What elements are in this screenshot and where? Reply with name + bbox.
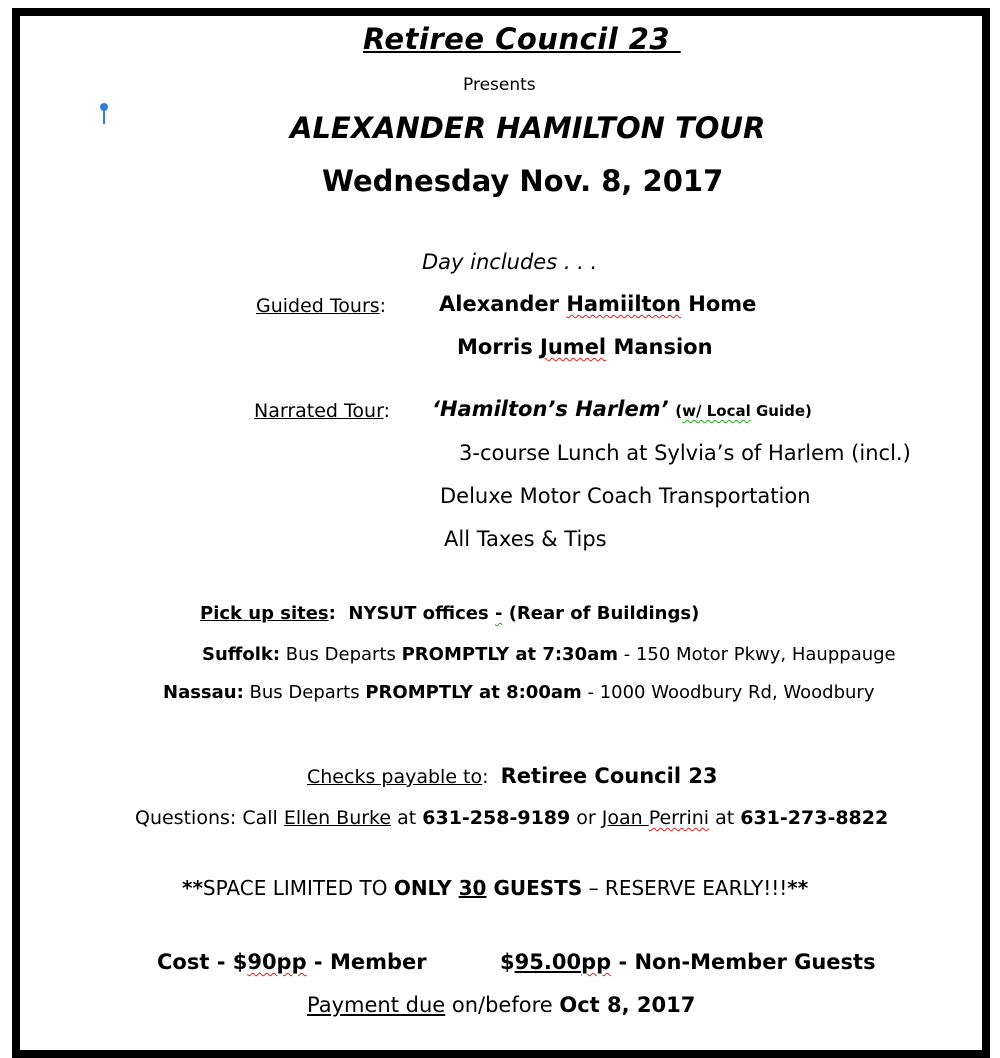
checks-payable: Checks payable to: Retiree Council 23 [307,764,718,788]
lunch-item: 3-course Lunch at Sylvia’s of Harlem (incl.) [459,441,911,465]
narrated-tour-name: ‘Hamilton’s Harlem’ (w/ Local Guide) [432,397,812,421]
pickup-sites: Pick up sites: NYSUT offices - (Rear of Buildings) [200,603,700,624]
tour-date: Wednesday Nov. 8, 2017 [322,164,724,198]
guided-tour-2: Morris Jumel Mansion [457,335,713,359]
guided-tours-label: Guided Tours: [256,295,387,317]
payment-due: Payment due on/before Oct 8, 2017 [307,993,696,1017]
nassau-pickup: Nassau: Bus Departs PROMPTLY at 8:00am - 1000 Woodbury Rd, Woodbury [163,682,875,703]
day-includes: Day includes . . . [422,250,598,274]
transport-item: Deluxe Motor Coach Transportation [440,484,811,508]
tour-title: ALEXANDER HAMILTON TOUR [290,111,766,145]
taxes-item: All Taxes & Tips [444,527,607,551]
presents-label: Presents [463,75,536,95]
text-cursor-pin-icon[interactable] [98,102,110,126]
cost-nonmember-line: $95.00pp - Non-Member Guests [500,950,876,974]
narrated-tour-label: Narrated Tour: [254,400,390,422]
suffolk-pickup: Suffolk: Bus Departs PROMPTLY at 7:30am - 150 Motor Pkwy, Hauppauge [202,644,896,665]
questions-contact: Questions: Call Ellen Burke at 631-258-9189 or Joan Perrini at 631-273-8822 [135,807,889,829]
space-limited-notice: **SPACE LIMITED TO ONLY 30 GUESTS – RESERVE EARLY!!!** [182,876,809,900]
guided-tour-1: Alexander Hamiilton Home [439,292,757,316]
cost-line: Cost - $90pp - Member [157,950,427,974]
council-title: Retiree Council 23 [363,22,671,56]
